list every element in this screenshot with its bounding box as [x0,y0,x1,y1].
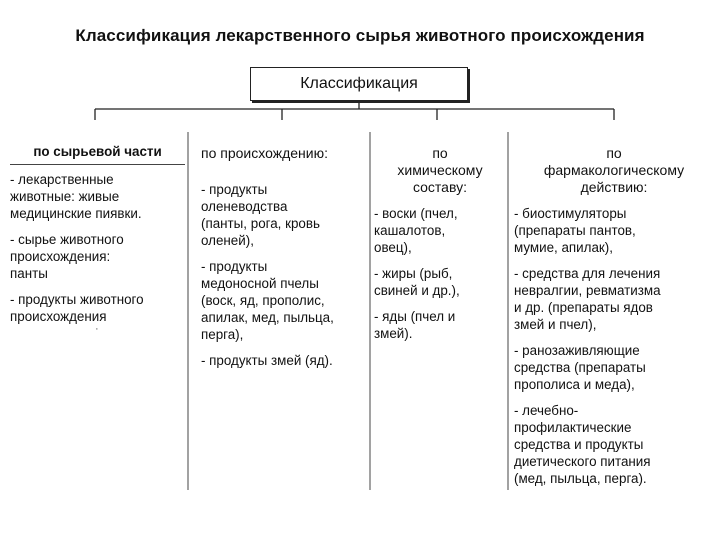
list-item: - продукты медоносной пчелы (воск, яд, прополис, апилак, мед, пыльца, перга), [201,259,334,342]
list-item: - яды (пчел и змей). [374,309,456,341]
heading-divider [10,164,185,165]
list-item: - биостимуляторы (препараты пантов, мумие, апилак), [514,206,636,255]
column-heading: по происхождению: [201,145,328,161]
column-heading: по химическому составу: [397,145,483,195]
root-node: Классификация [250,67,468,101]
list-item: - продукты оленеводства (панты, рога, кровь оленей), [201,182,320,248]
column-raw-part [10,143,185,325]
list-item: - лечебно- профилактические средства и продукты диетического питания (мед, пыльца, перга). [514,403,651,486]
column-origin [201,145,369,369]
list-item: - лекарственные животные: живые медицинские пиявки. [10,172,142,221]
stray-mark: · [95,323,99,335]
list-item: - ранозаживляющие средства (препараты прополиса и меда), [514,343,646,392]
list-item: - продукты животного происхождения [10,292,144,324]
column-heading: по сырьевой части [33,144,162,159]
column-pharmacological-action [514,145,714,487]
page-title: Классификация лекарственного сырья животного происхождения [75,26,645,45]
list-item: - жиры (рыб, свиней и др.), [374,266,460,298]
column-chemical-composition [374,145,506,342]
list-item: - сырье животного происхождения: панты [10,232,124,281]
list-item: - воски (пчел, кашалотов, овец), [374,206,458,255]
list-item: - продукты змей (яд). [201,353,333,368]
column-heading: по фармакологическому действию: [543,145,685,195]
list-item: - средства для лечения невралгии, ревматизма и др. (препараты ядов змей и пчел), [514,266,661,332]
